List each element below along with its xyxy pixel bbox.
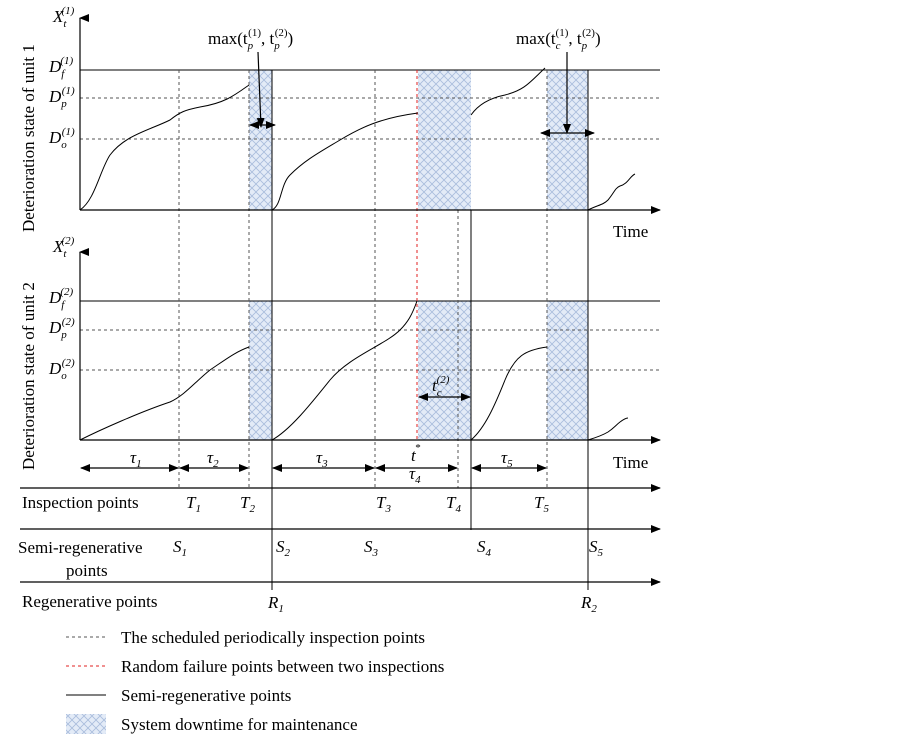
threshold-df2: $D_f(2)$ <box>49 286 74 311</box>
threshold-df1: $D_f(1)$ <box>49 55 74 80</box>
semi-s2: $S_2$ <box>276 537 290 559</box>
threshold-do1: $D_o(1)$ <box>49 126 75 151</box>
regen-r1: $R_1$ <box>268 593 284 615</box>
inspection-verticals <box>179 70 547 488</box>
downtime-u2-b <box>418 301 471 440</box>
legend-label-gray-dash: The scheduled periodically inspection points <box>121 628 426 647</box>
max-annotation-1: $\max(t_p(1)$, $t_p(2)$) <box>208 27 294 52</box>
legend-label-red-dash: Random failure points between two inspections <box>121 657 445 676</box>
tau-3: $\tau_3$ <box>316 448 328 470</box>
y-label-unit1: Deterioration state of unit 1 <box>19 44 38 232</box>
x2-var-label: $X_t(2)$ <box>53 235 75 260</box>
threshold-dp1: $D_p(1)$ <box>49 85 75 110</box>
tc2-annotation: $t_c(2)$ <box>432 374 450 399</box>
curves-unit2 <box>80 301 628 440</box>
x1-var-label: $X_t(1)$ <box>53 5 75 30</box>
inspection-t4: $T_4$ <box>446 493 461 515</box>
tau-4: $\tau_4$ <box>409 464 421 486</box>
y-label-unit2: Deterioration state of unit 2 <box>19 282 38 470</box>
threshold-do2: $D_o(2)$ <box>49 357 75 382</box>
downtime-u1-b <box>418 70 471 210</box>
inspection-t2: $T_2$ <box>240 493 255 515</box>
threshold-dp2: $D_p(2)$ <box>49 316 75 341</box>
semi-s1: $S_1$ <box>173 537 187 559</box>
downtime-u1-a <box>249 70 272 210</box>
tau-5: $\tau_5$ <box>501 448 513 470</box>
legend-label-hatched: System downtime for maintenance <box>121 715 358 734</box>
regen-r2: $R_2$ <box>581 593 597 615</box>
time-label-2: Time <box>613 453 649 472</box>
legend-label-solid: Semi-regenerative points <box>121 686 292 705</box>
inspection-t5: $T_5$ <box>534 493 549 515</box>
tstar-annotation: t* <box>411 442 421 465</box>
tau-1: $\tau_1$ <box>130 448 142 470</box>
semi-s5: $S_5$ <box>589 537 603 559</box>
time-label-1: Time <box>613 222 649 241</box>
row-label-regen: Regenerative points <box>22 592 158 611</box>
row-label-semi-1: Semi-regenerative <box>18 538 143 557</box>
downtime-regions <box>249 70 588 440</box>
inspection-t3: $T_3$ <box>376 493 391 515</box>
row-label-inspection: Inspection points <box>22 493 139 512</box>
inspection-t1: $T_1$ <box>186 493 201 515</box>
legend-swatch-hatched <box>66 714 106 734</box>
semi-s3: $S_3$ <box>364 537 378 559</box>
row-label-semi-2: points <box>66 561 108 580</box>
legend <box>66 628 444 734</box>
semi-s4: $S_4$ <box>477 537 491 559</box>
max-annotation-2: $\max(t_c(1)$, $t_p(2)$) <box>516 27 601 52</box>
tau-2: $\tau_2$ <box>207 448 219 470</box>
